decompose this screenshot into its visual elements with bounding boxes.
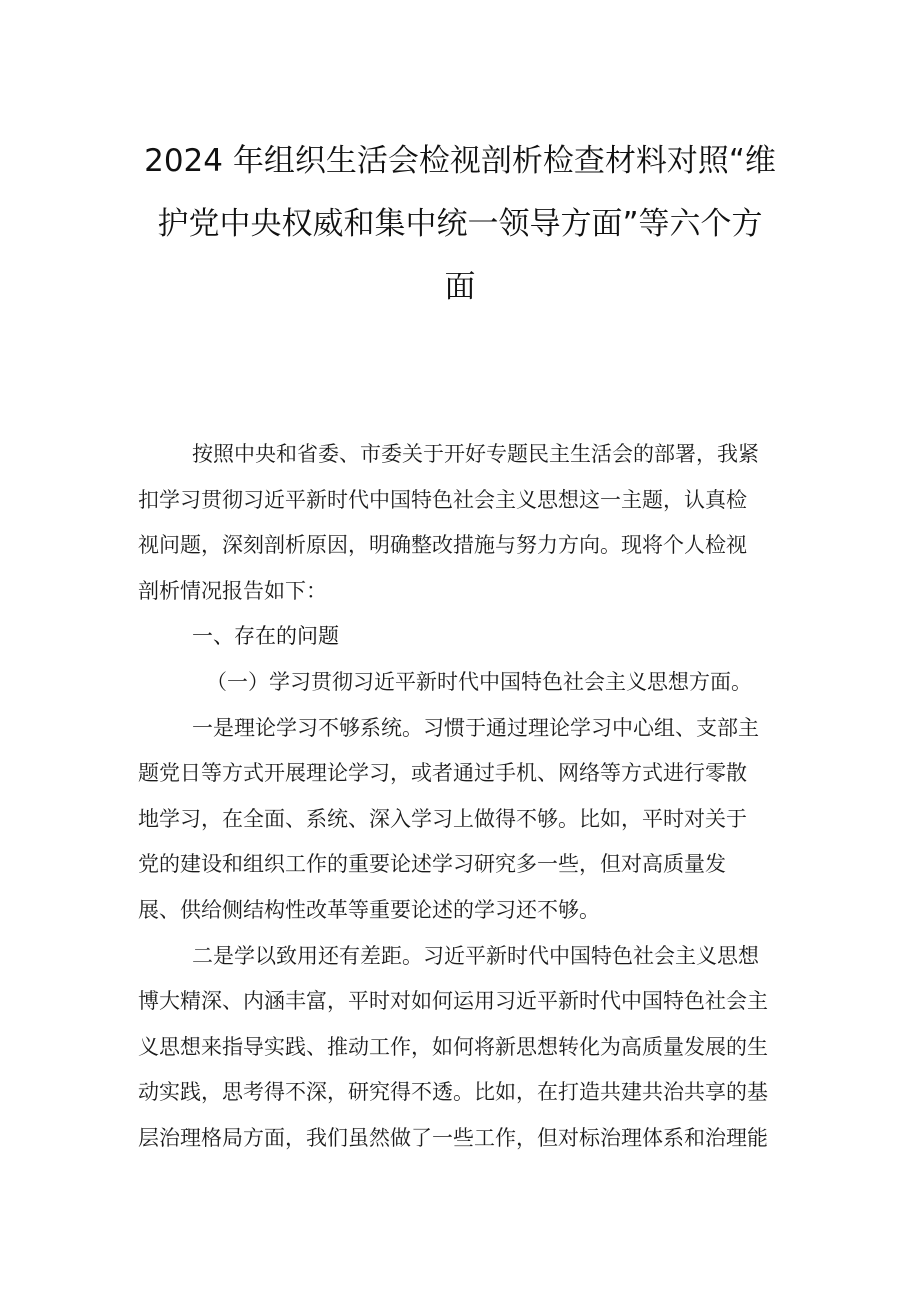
paragraph-line: 剖析情况报告如下： [138,578,327,603]
section-heading: 一、存在的问题 [192,624,339,649]
paragraph-line: 博大精深、内涵丰富，平时对如何运用习近平新时代中国特色社会主 [138,989,768,1014]
paragraph-line: 题党日等方式开展理论学习，或者通过手机、网络等方式进行零散 [138,761,747,786]
document-title [120,130,800,319]
document-body [138,432,788,1162]
paragraph-line: 层治理格局方面，我们虽然做了一些工作，但对标治理体系和治理能 [138,1125,768,1150]
paragraph-line: 一是理论学习不够系统。习惯于通过理论学习中心组、支部主 [192,715,759,740]
paragraph-line: 地学习，在全面、系统、深入学习上做得不够。比如，平时对关于 [138,806,747,831]
paragraph-line: 扣学习贯彻习近平新时代中国特色社会主义思想这一主题，认真检 [138,487,747,512]
paragraph-line: 按照中央和省委、市委关于开好专题民主生活会的部署，我紧 [192,442,759,466]
intro-paragraph [138,432,788,614]
paragraph-line: 展、供给侧结构性改革等重要论述的学习还不够。 [138,897,600,922]
paragraph-application-gap [138,934,788,1162]
paragraph-line: 动实践，思考得不深，研究得不透。比如，在打造共建共治共享的基 [138,1080,768,1105]
paragraph-line: 党的建设和组织工作的重要论述学习研究多一些，但对高质量发 [138,852,726,877]
paragraph-line: 二是学以致用还有差距。习近平新时代中国特色社会主义思想 [192,943,759,968]
title-line: 面 [444,269,476,305]
paragraph-theory-study [138,706,788,934]
title-line: 护党中央权威和集中统一领导方面”等六个方 [157,206,763,242]
paragraph-line: 视问题，深刻剖析原因，明确整改措施与努力方向。现将个人检视 [138,533,747,558]
subsection-heading: （一）学习贯彻习近平新时代中国特色社会主义思想方面。 [206,669,752,694]
paragraph-line: 义思想来指导实践、推动工作，如何将新思想转化为高质量发展的生 [138,1034,768,1059]
title-line: 2024 年组织生活会检视剖析检查材料对照“维 [144,143,776,179]
